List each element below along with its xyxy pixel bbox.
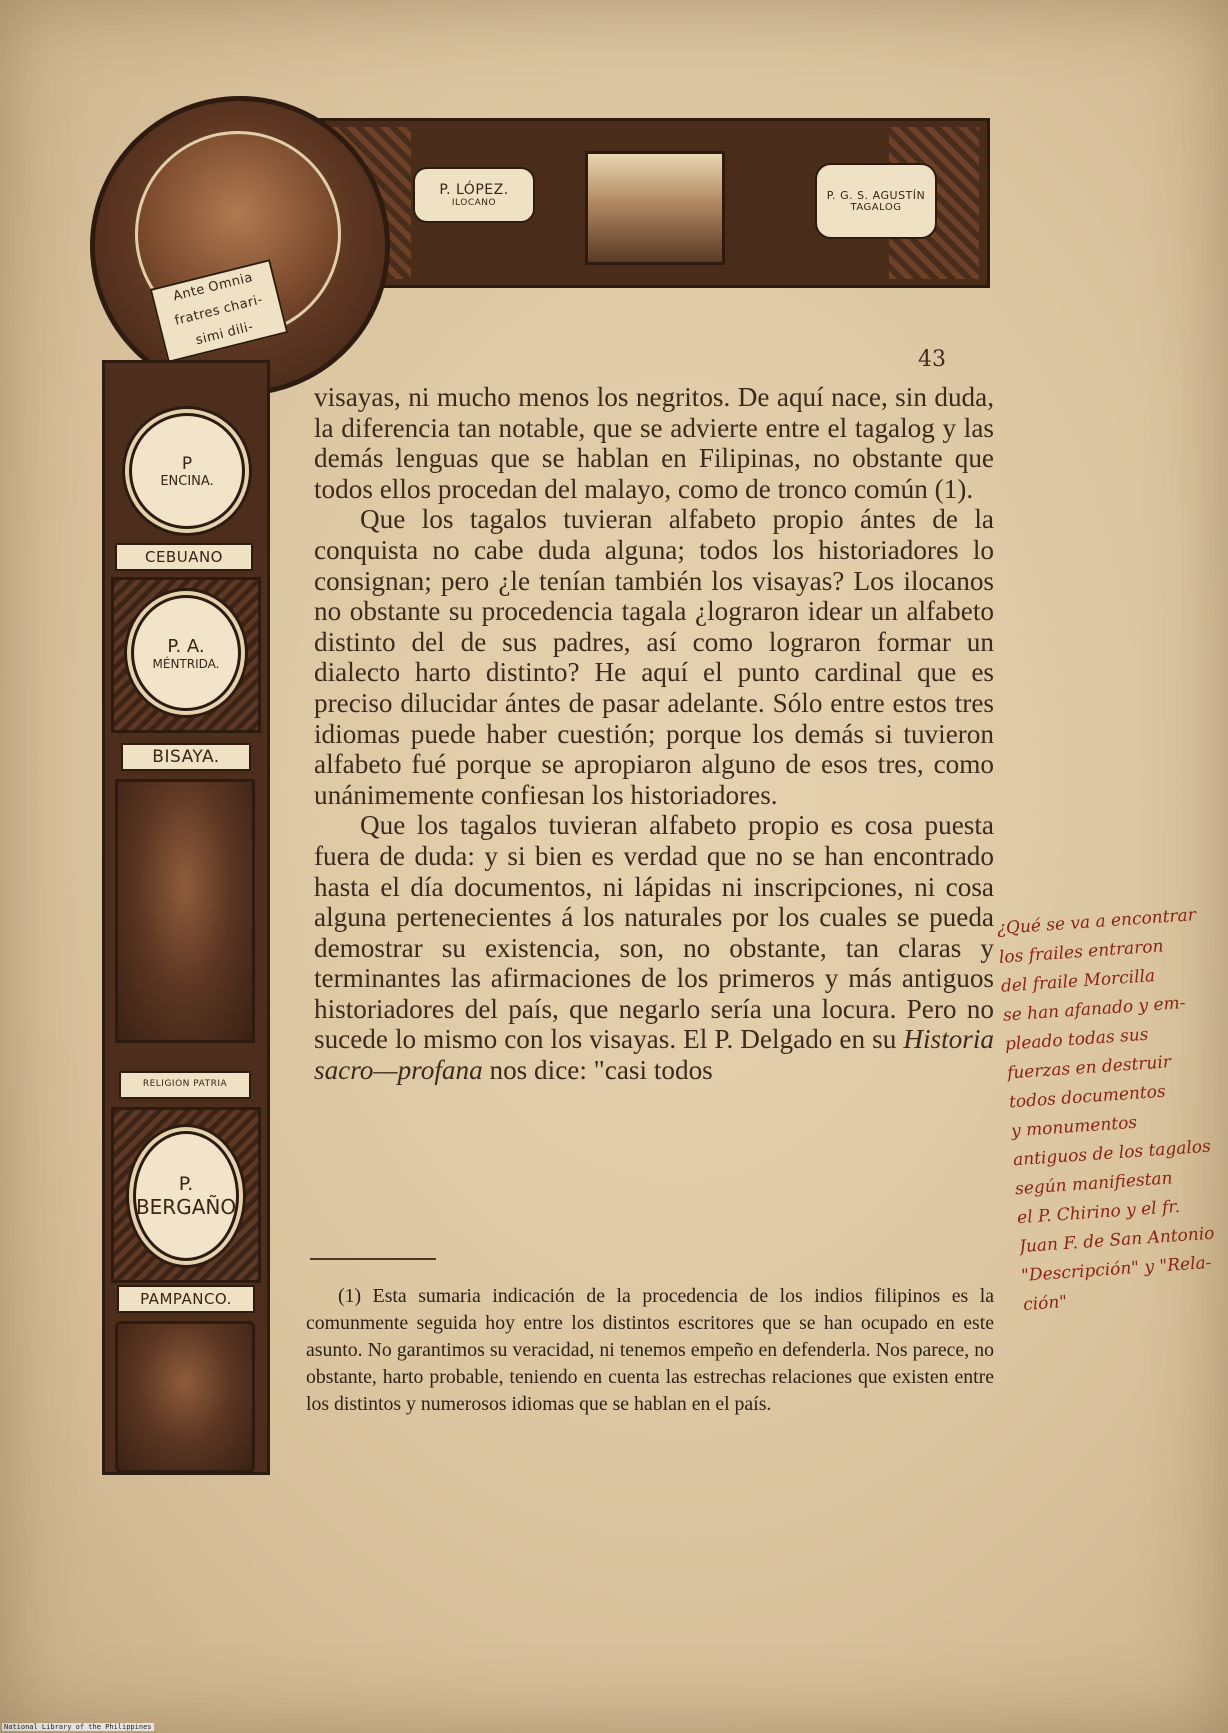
footnote: [306, 1283, 994, 1418]
cartouche-lopez-name: P. LÓPEZ.: [439, 182, 509, 198]
coat-of-arms-engraving: [115, 1321, 255, 1473]
book-title-italic: Historia sacro—profana: [314, 1024, 994, 1086]
scroll-religion-patria: [119, 1071, 251, 1099]
scroll-pampanco-label: PAMPANCO.: [140, 1290, 232, 1308]
oval-encina-name: ENCINA.: [160, 473, 214, 489]
oval-mentrida-name: MÉNTRIDA.: [152, 656, 220, 671]
body-paragraph-text: Que los tagalos tuvieran alfabeto propio es cosa puesta fuera de duda: y si bien es verdad que no se han encontrado hasta el día documentos, ni lápidas ni inscripciones, ni cosa alguna pertenecientes á los naturales por los cuales se pueda demostrar su existencia, son, no obstante, tan claras y terminantes las afirmaciones de los primeros y más antiguos historiadores del país, que negarlo sería una locura. Pero no sucede lo mismo con los visayas. El P. Delgado en su: [314, 810, 994, 1055]
cartouche-agustin-language: TAGALOG: [850, 202, 902, 213]
handwritten-line: antiguos de los tagalos: [1012, 1136, 1212, 1171]
body-text: [314, 382, 994, 1086]
footnote-divider: [310, 1258, 436, 1260]
handwritten-line: Juan F. de San Antonio: [1018, 1223, 1216, 1258]
scroll-religion-patria-label: RELIGION PATRIA: [142, 1079, 228, 1090]
motto-word: Ante: [171, 281, 207, 305]
cartouche-lopez: [413, 167, 535, 223]
handwritten-line: fuerzas en destruir: [1006, 1052, 1172, 1084]
library-credit: National Library of the Philippines: [4, 1723, 152, 1731]
handwritten-line: el P. Chirino y el fr.: [1016, 1196, 1181, 1229]
cartouche-lopez-language: ILOCANO: [451, 198, 497, 208]
ornamental-header-band: [300, 118, 990, 288]
scroll-bisaya-label: BISAYA.: [152, 747, 220, 767]
handwritten-line: ción": [1022, 1292, 1068, 1316]
motto-word: simi: [194, 326, 226, 349]
scroll-bisaya: [121, 743, 251, 771]
handwritten-line: pleado todas sus: [1004, 1024, 1150, 1055]
oval-bergano-name: BERGAÑO: [135, 1195, 237, 1219]
handwritten-line: del fraile Morcilla: [1000, 966, 1156, 997]
handwritten-margin-note: [996, 899, 1228, 1320]
handwritten-line: "Descripción" y "Rela-: [1020, 1252, 1213, 1287]
cartouche-agustin: [815, 163, 937, 239]
body-paragraph: [314, 810, 994, 1085]
oval-mentrida-initial: P. A.: [167, 635, 205, 657]
oval-bergano-initial: P.: [178, 1173, 194, 1195]
handwritten-line: los frailes entraron: [998, 936, 1165, 968]
handwritten-line: se han afanado y em-: [1002, 993, 1187, 1026]
scroll-cebuano: [115, 543, 253, 571]
oval-encina: [129, 413, 245, 529]
page-number: 43: [918, 347, 946, 372]
motto-word: Omnia: [206, 269, 255, 296]
handwritten-line: según manifiestan: [1014, 1168, 1174, 1200]
scroll-pampanco: [117, 1285, 255, 1313]
handwritten-line: todos documentos: [1008, 1081, 1167, 1113]
ornamental-left-column: [102, 360, 270, 1475]
body-paragraph: visayas, ni mucho menos los negritos. De aquí nace, sin duda, la diferencia tan notable, que se advierte entre el tagalog y las demás lenguas que se hablan en Filipinas, no obstante que todos ellos procedan del malayo, como de tronco común (1).: [314, 382, 994, 504]
motto-word: dili-: [225, 319, 256, 341]
cartouche-agustin-name: P. G. S. AGUSTÍN: [826, 189, 926, 202]
oval-mentrida: [131, 595, 241, 711]
scroll-cebuano-label: CEBUANO: [144, 548, 223, 566]
handwritten-line: y monumentos: [1010, 1112, 1138, 1142]
body-paragraph-text: nos dice: "casi todos: [482, 1055, 713, 1086]
oval-bergano: [133, 1131, 239, 1261]
motto-word: fratres: [173, 302, 222, 329]
religion-patria-engraving: [115, 779, 255, 1043]
oval-encina-initial: P: [181, 453, 193, 474]
footnote-text: (1) Esta sumaria indicación de la procedencia de los indios filipinos es la comunmente seguida hoy entre los distintos escritores que se han ocupado en este asunto. No garantimos su veracidad, ni tenemos empeño en defenderla. Nos parece, no obstante, harto probable, teniendo en cuenta las estrechas relaciones que existen entre los distintos y numerosos idiomas que se hablan en el país.: [306, 1285, 994, 1415]
church-engraving-image: [585, 151, 725, 265]
body-paragraph: Que los tagalos tuvieran alfabeto propio ántes de la conquista no cabe duda alguna; todos los historiadores lo consignan; pero ¿le tenían también los visayas? Los ilocanos no obstante su procedencia tagala ¿lograron idear un alfabeto distinto del de sus padres, así como lograron formar un dialecto harto distinto? He aquí el punto cardinal que es preciso dilucidar ántes de pasar adelante. Sólo entre estos tres idiomas puede haber cuestión; porque los demás si tuvieron alfabeto fué porque se apropiaron alguno de esos tres, como unánimemente confiesan los historiadores.: [314, 504, 994, 810]
portrait-medallion: [90, 96, 390, 396]
motto-word: chari-: [222, 292, 265, 317]
handwritten-line: ¿Qué se va a encontrar: [996, 905, 1197, 939]
